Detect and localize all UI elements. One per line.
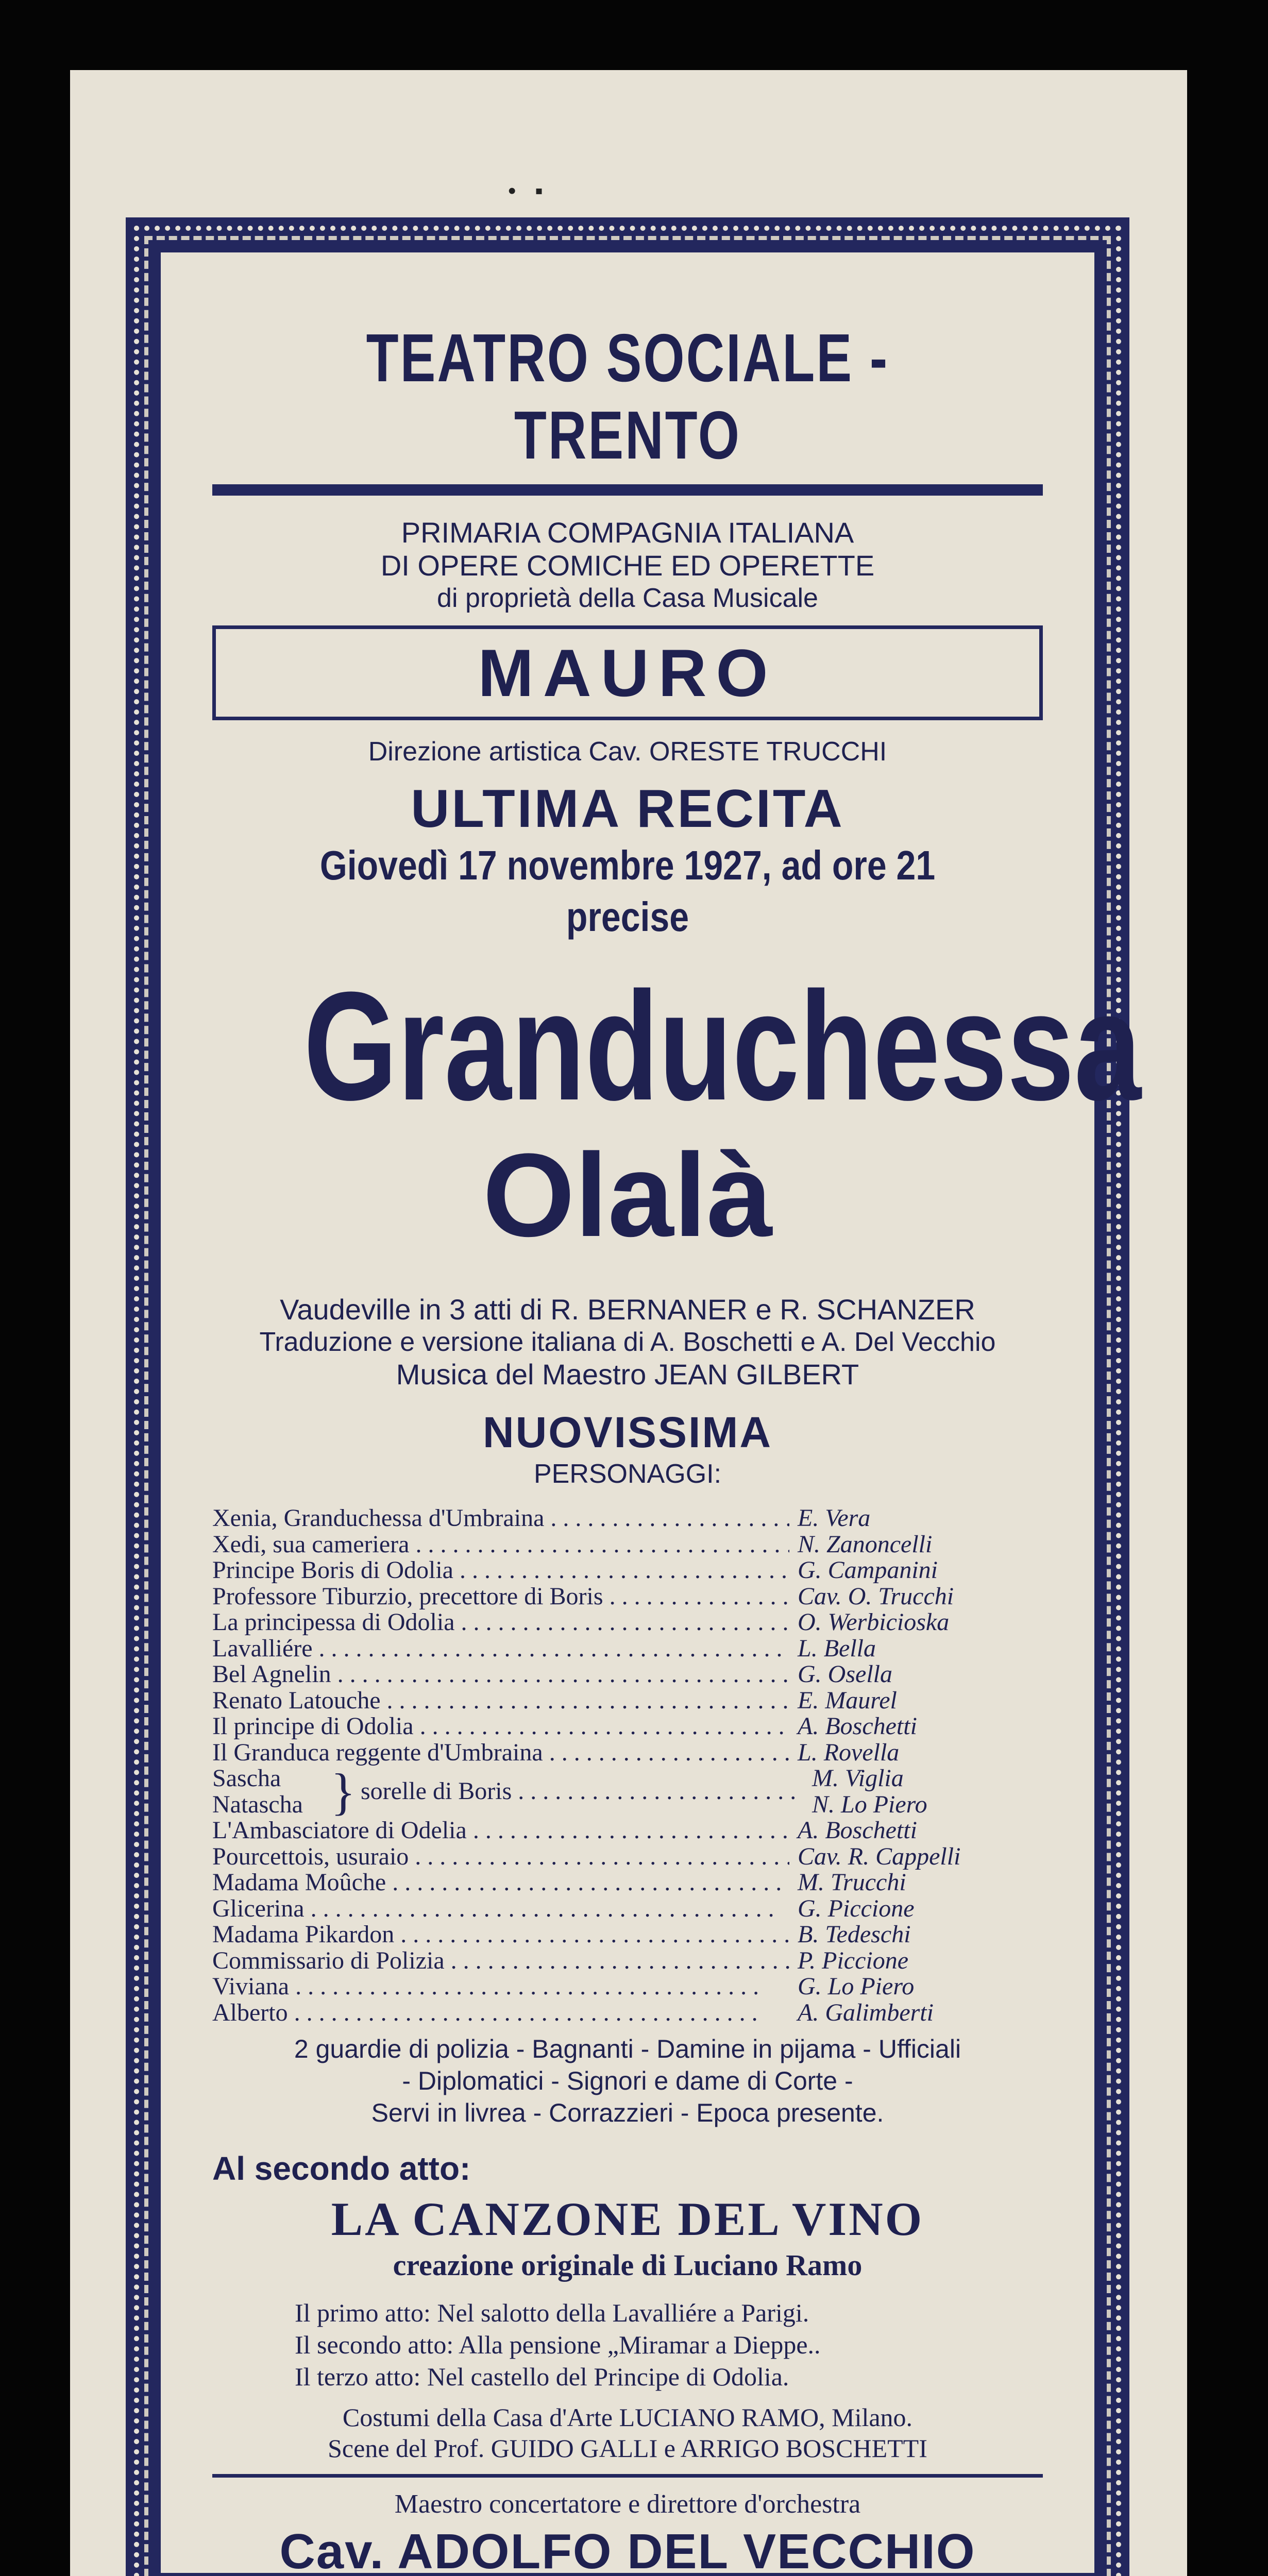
company-line1: PRIMARIA COMPAGNIA ITALIANA — [401, 516, 854, 549]
novelty-label: NUOVISSIMA — [482, 1408, 773, 1456]
ornamental-frame — [126, 217, 1141, 2576]
cast-row — [212, 1584, 1043, 1610]
cast-actor: E. Vera — [798, 1504, 871, 1532]
genre-line: Vaudeville in 3 atti di R. BERNANER e R. SCHANZER — [280, 1293, 975, 1326]
cast-actor: L. Bella — [798, 1634, 876, 1662]
cast-role: La principessa di Odolia . . . — [212, 1609, 789, 1636]
song-title: LA CANZONE DEL VINO — [331, 2193, 924, 2245]
cast-role: L'Ambasciatore di Odelia . . . — [212, 1818, 789, 1844]
cast-role: Principe Boris di Odolia . . . — [212, 1557, 789, 1584]
cast-actor: N. Lo Piero — [812, 1790, 927, 1818]
title-line2: Olalà — [482, 1129, 773, 1261]
costumes-credit: Costumi della Casa d'Arte LUCIANO RAMO, Milano. — [342, 2403, 913, 2432]
second-act-label: Al secondo atto: — [212, 2150, 471, 2187]
scenes-credit: Scene del Prof. GUIDO GALLI e ARRIGO BOSCHETTI — [328, 2434, 927, 2463]
cast-actor: B. Tedeschi — [798, 1921, 911, 1948]
cast-row — [212, 1557, 1043, 1584]
song-credit: creazione originale di Luciano Ramo — [393, 2248, 863, 2282]
cast-actor: Cav. O. Trucchi — [798, 1582, 954, 1610]
cast-role: Xenia, Granduchessa d'Umbraina . . . — [212, 1505, 789, 1532]
headline: ULTIMA RECITA — [411, 779, 844, 839]
header-rule — [212, 484, 1043, 496]
company-name-box — [212, 625, 1043, 720]
cast-actor: A. Boschetti — [798, 1817, 917, 1844]
act-line: Il terzo atto: Nel castello del Principe di Odolia. — [295, 2362, 789, 2391]
cast-row — [212, 1662, 1043, 1688]
cast-actor: M. Trucchi — [798, 1869, 906, 1896]
cast-role: Madama Moûche . . . — [212, 1870, 789, 1896]
cast-row — [212, 1844, 1043, 1870]
poster-content — [212, 319, 1141, 2576]
artistic-direction: Direzione artistica Cav. ORESTE TRUCCHI — [368, 737, 887, 767]
pin-holes: • ▪ — [508, 178, 543, 204]
translation-line: Traduzione e versione italiana di A. Boschetti e A. Del Vecchio — [259, 1327, 996, 1357]
company-name: MAURO — [478, 635, 777, 710]
cast-role: Viviana . . . — [212, 1974, 789, 2000]
cast-list — [212, 1505, 1043, 2026]
music-line: Musica del Maestro JEAN GILBERT — [396, 1358, 859, 1391]
cast-row — [212, 2000, 1043, 2026]
cast-role: Renato Latouche . . . — [212, 1688, 789, 1714]
cast-role: Lavalliére . . . — [212, 1636, 789, 1662]
sisters-role: sorelle di Boris . . . — [361, 1778, 804, 1805]
cast-actor: E. Maurel — [798, 1686, 897, 1714]
extras-line: 2 guardie di polizia - Bagnanti - Damine in pijama - Ufficiali — [294, 2035, 961, 2063]
cast-row — [212, 1609, 1043, 1636]
brace-glyph: } — [331, 1762, 356, 1820]
conductor-intro: Maestro concertatore e direttore d'orchestra — [394, 2489, 861, 2519]
event-date: Giovedì 17 novembre 1927, ad ore 21 precise — [319, 842, 936, 940]
production-credits — [212, 2402, 1043, 2464]
sisters-names — [212, 1766, 326, 1818]
cast-role: Xedi, sua cameriera . . . — [212, 1532, 789, 1558]
cast-row — [212, 1740, 1043, 1766]
cast-actor: Cav. R. Cappelli — [798, 1842, 961, 1870]
cast-role: Il Granduca reggente d'Umbraina . . . — [212, 1740, 789, 1766]
sister-name: Natascha — [212, 1790, 303, 1818]
cast-row — [212, 1714, 1043, 1740]
theatre-name: TEATRO SOCIALE - TRENTO — [366, 320, 889, 473]
cast-row — [212, 1636, 1043, 1662]
act-line: Il secondo atto: Alla pensione „Miramar a Dieppe.. — [295, 2330, 821, 2359]
cast-actor: O. Werbicioska — [798, 1608, 950, 1636]
cast-row — [212, 1688, 1043, 1714]
cast-role: Alberto . . . — [212, 2000, 789, 2026]
conductor-name: Cav. ADOLFO DEL VECCHIO — [279, 2524, 976, 2576]
cast-role: Commissario di Polizia . . . — [212, 1948, 789, 1974]
divider — [212, 2474, 1043, 2478]
cast-role: Professore Tiburzio, precettore di Boris . . . — [212, 1584, 789, 1610]
cast-role: Bel Agnelin . . . — [212, 1662, 789, 1688]
company-line2: DI OPERE COMICHE ED OPERETTE — [380, 549, 875, 582]
cast-role: Il principe di Odolia . . . — [212, 1714, 789, 1740]
poster-paper — [70, 70, 1187, 2576]
cast-row — [212, 1974, 1043, 2000]
extras-block — [212, 2033, 1043, 2129]
cast-row — [212, 1870, 1043, 1896]
cast-actor: N. Zanoncelli — [798, 1530, 933, 1558]
cast-role: Madama Pikardon . . . — [212, 1922, 789, 1948]
title-line1: Granduchessa — [303, 959, 1141, 1132]
extras-line: - Diplomatici - Signori e dame di Corte - — [402, 2066, 853, 2095]
sisters-actors — [804, 1766, 927, 1818]
sister-name: Sascha — [212, 1765, 281, 1792]
cast-actor: G. Lo Piero — [798, 1973, 915, 2000]
cast-row — [212, 1922, 1043, 1948]
cast-actor: G. Campanini — [798, 1556, 938, 1584]
cast-row — [212, 1532, 1043, 1558]
cast-actor: P. Piccione — [798, 1946, 909, 1974]
cast-actor: G. Piccione — [798, 1894, 915, 1922]
cast-actor: A. Galimberti — [798, 1998, 934, 2026]
cast-role: Glicerina . . . — [212, 1896, 789, 1922]
cast-actor: G. Osella — [798, 1660, 892, 1688]
ownership-line: di proprietà della Casa Musicale — [437, 583, 818, 613]
extras-line: Servi in livrea - Corrazzieri - Epoca presente. — [371, 2098, 884, 2127]
cast-actor: M. Viglia — [812, 1765, 904, 1792]
cast-row — [212, 1505, 1043, 1532]
act-settings — [212, 2297, 1043, 2393]
act-line: Il primo atto: Nel salotto della Lavalliére a Parigi. — [295, 2298, 809, 2327]
cast-row — [212, 1948, 1043, 1974]
cast-heading: PERSONAGGI: — [533, 1459, 722, 1489]
cast-row — [212, 1896, 1043, 1922]
cast-actor: L. Rovella — [798, 1738, 900, 1766]
cast-actor: A. Boschetti — [798, 1713, 917, 1740]
cast-row — [212, 1818, 1043, 1844]
sisters-row — [212, 1762, 1043, 1820]
cast-role: Pourcettois, usuraio . . . — [212, 1844, 789, 1870]
